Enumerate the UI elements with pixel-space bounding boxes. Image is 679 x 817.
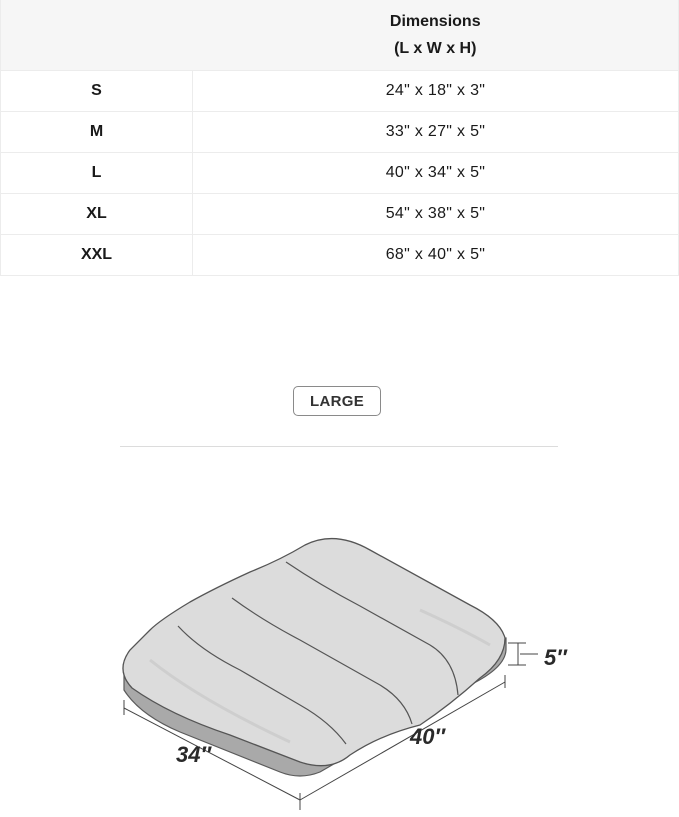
size-column-header: [1, 0, 193, 70]
dimensions-header-line2: (L x W x H): [394, 39, 477, 57]
length-label: 40″: [410, 724, 446, 749]
size-cell: XXL: [1, 234, 193, 275]
table-row: [1, 152, 679, 193]
bed-drawing: [0, 510, 679, 812]
dimensions-cell: 40" x 34" x 5": [193, 152, 679, 193]
size-cell: XL: [1, 193, 193, 234]
table-row: [1, 193, 679, 234]
height-label: 5″: [544, 645, 567, 670]
dimensions-header-line1: Dimensions: [389, 12, 481, 30]
bed-illustration: [0, 510, 679, 812]
table-row: [1, 234, 679, 275]
size-cell: S: [1, 70, 193, 111]
table-row: [1, 70, 679, 111]
dimensions-cell: 24" x 18" x 3": [193, 70, 679, 111]
size-cell: L: [1, 152, 193, 193]
size-cell: M: [1, 111, 193, 152]
table-row: [1, 111, 679, 152]
dimensions-cell: 68" x 40" x 5": [193, 234, 679, 275]
dimensions-cell: 54" x 38" x 5": [193, 193, 679, 234]
dimensions-column-header: [193, 0, 679, 70]
divider: [120, 446, 558, 447]
table-header-row: [1, 0, 679, 70]
size-chart-table: [0, 0, 679, 276]
size-badge: LARGE: [293, 386, 381, 416]
dimensions-cell: 33" x 27" x 5": [193, 111, 679, 152]
width-label: 34″: [176, 742, 212, 767]
